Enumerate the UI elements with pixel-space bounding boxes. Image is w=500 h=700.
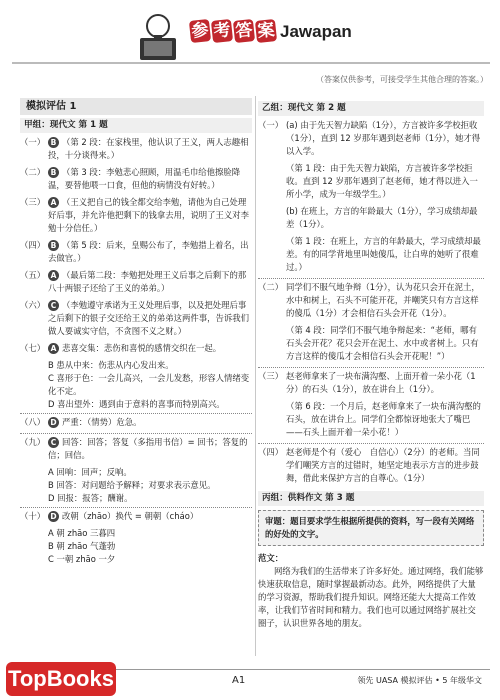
title-char: 案	[256, 20, 276, 42]
review-box: 审题：题目要求学生根据所提供的资料，写一段有关网络的好处的文字。	[258, 510, 484, 546]
item-separator	[258, 367, 484, 368]
title-char: 考	[212, 20, 232, 42]
question-number: （一）	[20, 137, 46, 147]
question-number	[258, 324, 286, 363]
left-column	[20, 98, 252, 566]
answer-letter: A	[48, 197, 59, 208]
answer-text: 严重：（情势）危急。	[62, 417, 142, 427]
sample-label: 范文：	[258, 553, 284, 563]
answer-item	[258, 324, 484, 363]
answer-item	[20, 436, 252, 462]
answer-text: (a) 由于先天智力缺陷（1分），方言被许多学校拒收（1分），直到 12 岁那年遇到赵老师（1分），她才得以入学。	[286, 120, 481, 156]
question-number	[258, 205, 286, 231]
page-footer	[0, 660, 500, 700]
page-header	[0, 0, 500, 85]
watermark-logo: TopBooks	[6, 662, 116, 696]
subsection-title: 甲组：现代文 第 1 题	[20, 118, 252, 133]
title-english: Jawapan	[280, 22, 352, 41]
answer-item	[258, 370, 484, 396]
question-number	[258, 400, 286, 439]
answer-item	[20, 166, 252, 192]
answer-text: （李勉遵守承诺为王义处理后事，以及把处理后事之后剩下的银子交还给王义的弟弟这两件事，告诉我们做人要诚实守信，不贪图不义之财。）	[48, 300, 249, 336]
option-line: A 回响：回声；反响。	[48, 467, 132, 477]
option-line: A 朝 zhāo 三暮四	[48, 528, 116, 538]
question-number: （一）	[258, 120, 284, 130]
lightbulb-computer-icon	[128, 8, 188, 68]
answer-item	[20, 416, 252, 429]
answer-item	[20, 299, 252, 338]
answer-item	[20, 269, 252, 295]
answer-item	[258, 162, 484, 201]
title-chinese	[190, 20, 276, 42]
answer-text: （第 2 段：在家栈里，他认识了王义，两人志趣相投，十分谈得来。）	[48, 137, 249, 160]
option-line: B 朝 zhāo 气蓬勃	[48, 541, 116, 551]
answer-text: （王义把自己的钱全都交给李勉，请他为自己处理好后事，并允许他把剩下的钱拿去用，说明了王义对李勉十分信任。）	[48, 197, 249, 233]
question-number: （七）	[20, 343, 46, 353]
answer-text: （第 6 段：一个月后，赵老师拿来了一块布满沟壑的石头，放在讲台上。同学们全都惊讶地张大了嘴巴——石头上面开着一朵小花！）	[286, 401, 481, 437]
question-number: （三）	[258, 371, 284, 381]
answer-text: 赵老师是个有（爱心 自信心）（2分）的老师。当同学们嘲笑方言的过错时，她坚定地表示方言的进步鼓舞，借此来保护方言的自尊心。（1分）	[286, 447, 480, 483]
sample-essay: 网络为我们的生活带来了许多好处。通过网络，我们能够快速获取信息，随时掌握最新动态。此外，网络提供了大量的学习资源，帮助我们提升知识。网络还能大大提高工作效率，让我们节省时间和精力。我们也可以通过网络扩展社交圈子，认识世界各地的朋友。	[258, 566, 484, 628]
answer-letter: C	[48, 300, 59, 311]
answer-note: （答案仅供参考，可接受学生其他合理的答案。）	[316, 75, 488, 84]
option-line: D 回报：报答；酬谢。	[48, 493, 133, 503]
answer-letter: D	[48, 511, 59, 522]
answer-item	[258, 119, 484, 158]
answer-item	[20, 196, 252, 235]
answer-letter: C	[48, 437, 59, 448]
question-number	[258, 162, 286, 201]
question-number: （四）	[258, 447, 284, 457]
answer-text: 改朝（zhāo）换代 = 朝朝（cháo）	[62, 511, 199, 521]
option-line: C 一朝 zhāo 一夕	[48, 554, 116, 564]
title-char: 参	[190, 20, 210, 42]
title-char: 答	[234, 20, 254, 42]
section-title: 模拟评估 1	[20, 98, 252, 115]
answer-item	[258, 235, 484, 274]
question-number: （二）	[20, 167, 46, 177]
question-number: （二）	[258, 282, 284, 292]
option-line: D 喜出望外：遇到由于意料的喜事而特别高兴。	[48, 399, 225, 409]
answer-item	[20, 342, 252, 355]
question-number	[258, 235, 286, 274]
option-line: C 喜形于色：一会儿高兴，一会儿发愁，形容人情绪变化不定。	[48, 373, 250, 396]
answer-letter: B	[48, 240, 59, 251]
answer-text: （最后第二段：李勉把处理王义后事之后剩下的那八十两银子还给了王义的弟弟。）	[48, 270, 247, 293]
answer-text: （第 5 段：后来，皇赐公布了，李勉措上着名，出去做官。）	[48, 240, 249, 263]
page-number: A1	[232, 675, 246, 686]
answer-text: （第 1 段：由于先天智力缺陷，方言被许多学校拒收。直到 12 岁那年遇到了赵老师，她才得以进入一所小学，成为一年级学生。）	[286, 163, 478, 199]
answer-item	[258, 446, 484, 485]
subsection-title: 丙组：供料作文 第 3 题	[258, 491, 484, 506]
answer-item	[258, 205, 484, 231]
answer-item	[258, 281, 484, 320]
answer-text: （第 4 段：同学们不服气地争辩起来：“老师，哪有石头会开花？花只会开在泥土、水中或者树上。只有方言这样的傻瓜才会相信石头会开花呢！”）	[286, 325, 479, 361]
header-divider	[12, 62, 490, 64]
answer-text: (b) 在班上，方言的年龄最大（1分），学习成绩却最差（1分）。	[286, 206, 478, 229]
answer-item	[20, 510, 252, 523]
answer-letter: A	[48, 270, 59, 281]
option-line: B 回答：对问题给予解释；对要求表示意见。	[48, 480, 216, 490]
series-title: 领先 UASA 模拟评估 • 5 年级华文	[357, 676, 482, 685]
item-separator	[20, 413, 252, 414]
question-number: （三）	[20, 197, 46, 207]
answer-letter: D	[48, 417, 59, 428]
answer-letter: A	[48, 343, 59, 354]
answer-item	[258, 400, 484, 439]
option-line: B 患从中来：伤悲从内心发出来。	[48, 360, 174, 370]
subsection-title: 乙组：现代文 第 2 题	[258, 101, 484, 116]
answer-text: 同学们不服气地争辩（1分），认为花只会开在泥土，水中和树上，石头不可能开花，并嘲笑只有方言这样的傻瓜（1分）才会相信石头会开花（1分）。	[286, 282, 480, 318]
question-number: （六）	[20, 300, 46, 310]
item-separator	[258, 443, 484, 444]
question-number: （十）	[20, 511, 46, 521]
question-number: （四）	[20, 240, 46, 250]
column-divider	[255, 96, 256, 656]
answer-item	[20, 136, 252, 162]
question-number: （五）	[20, 270, 46, 280]
answer-text: （第 3 段：李勉悲心照顾，用温毛巾给他擦脸降温，要替他喂一口食，但他的病情没有好转。）	[48, 167, 241, 190]
answer-letter: B	[48, 167, 59, 178]
answer-text: （第 1 段：在班上，方言的年龄最大，学习成绩却最差。有的同学背地里叫她傻瓜，让白卑的她听了很难过。）	[286, 236, 481, 272]
question-number: （九）	[20, 437, 46, 447]
question-number: （八）	[20, 417, 46, 427]
answer-item	[20, 239, 252, 265]
right-column	[258, 98, 484, 630]
answer-text: 悲喜交集：悲伤和喜悦的感情交织在一起。	[62, 343, 222, 353]
item-separator	[20, 507, 252, 508]
item-separator	[20, 433, 252, 434]
answer-text: 赵老师拿来了一块布满沟壑、上面开着一朵小花（1分）的石头（1分），放在讲台上（1分）。	[286, 371, 476, 394]
answer-letter: B	[48, 137, 59, 148]
answer-text: 回答：回答；答复（多指用书信）= 回书；答复的信；回信。	[48, 437, 248, 460]
item-separator	[258, 278, 484, 279]
